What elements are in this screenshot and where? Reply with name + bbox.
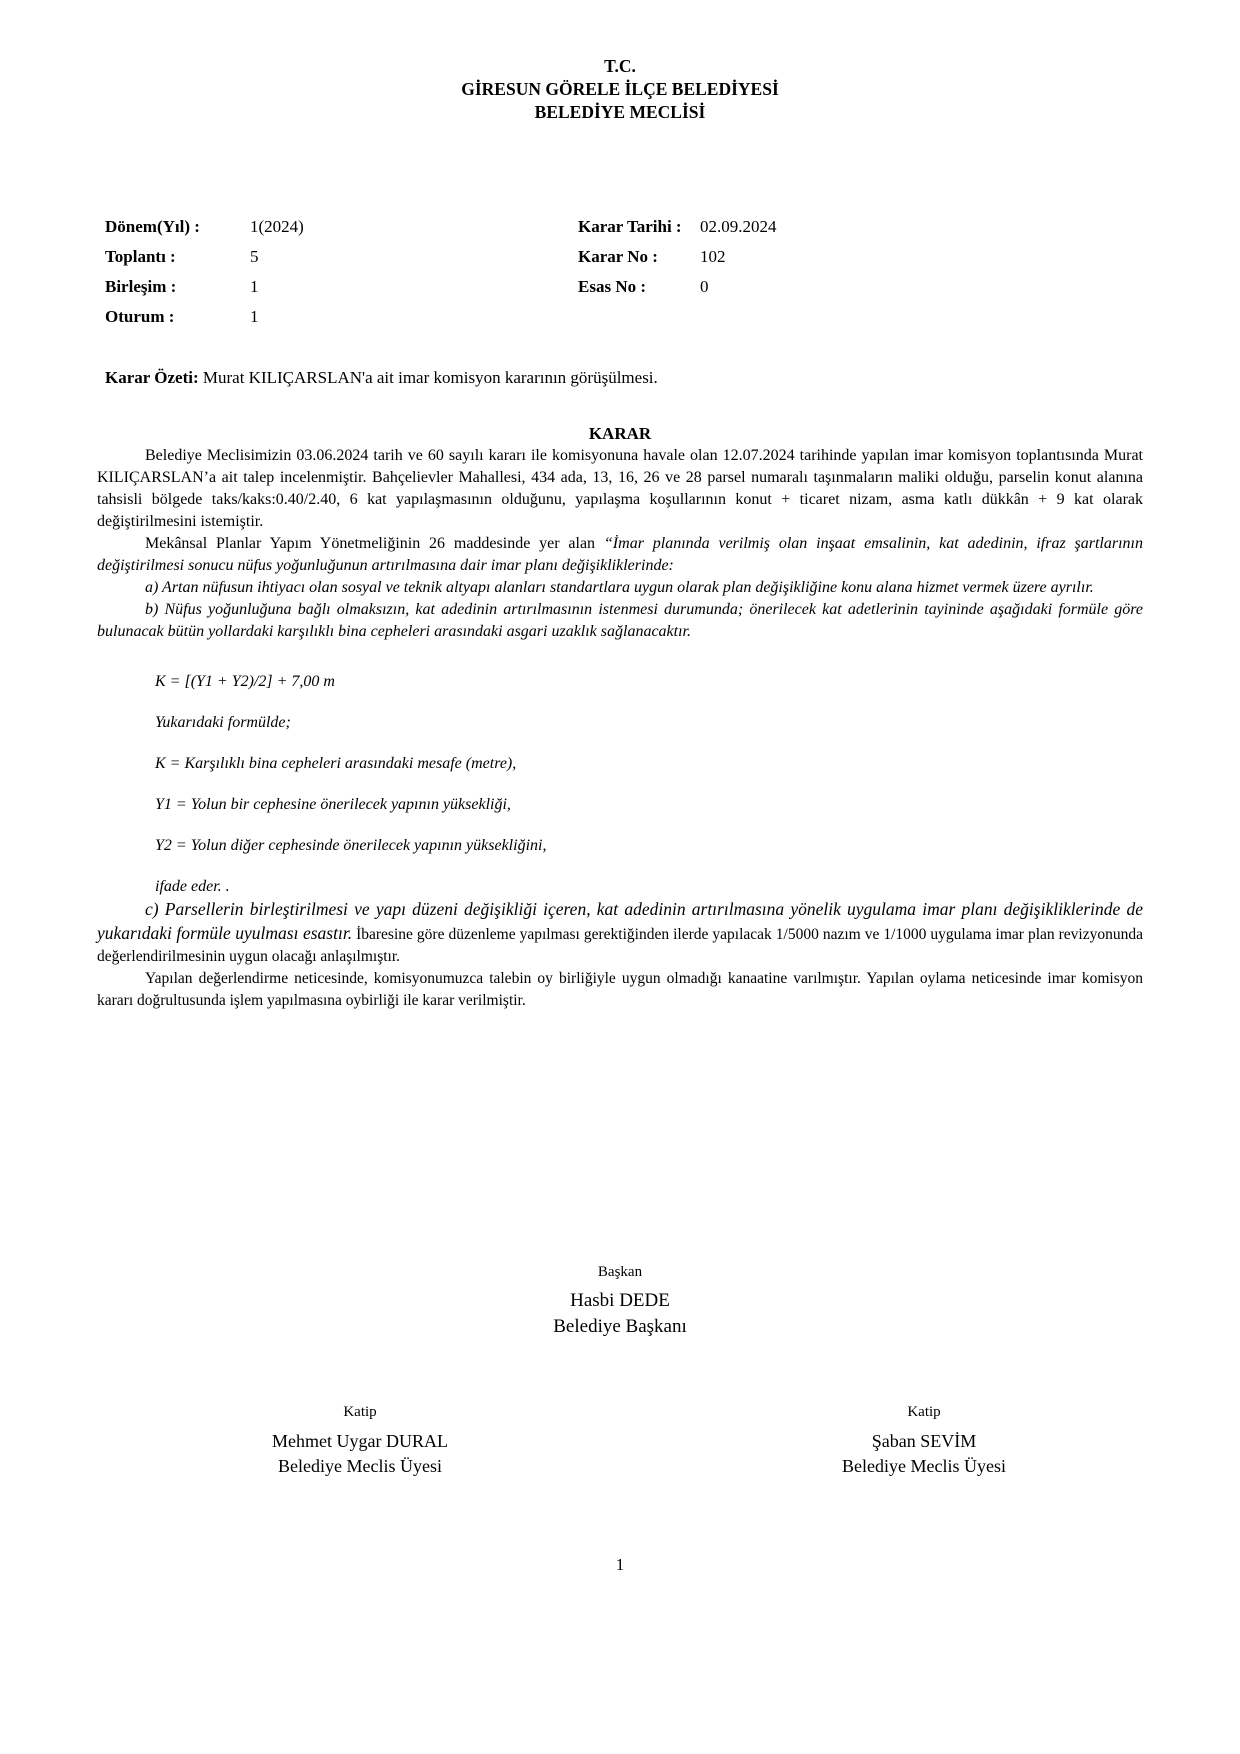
- paragraph-request: Belediye Meclisimizin 03.06.2024 tarih ve 60 sayılı kararı ile komisyonuna havale olan 12.07.2024 tarihinde yapılan imar komisyon toplantısında Murat KILIÇARSLAN’a ait talep incelenmiştir. Bahçelievler Mahallesi, 434 ada, 13, 16, 26 ve 28 parsel numaralı taşınmaların maliki olduğu, parselin konut alanına tahsisli bölgede taks/kaks:0.40/2.40, 6 kat yapılaşmasının olduğunu, yapılaşma koşullarının konut + ticaret nizam, asma katlı dükkân + 9 kat olarak değiştirilmesini istemiştir.: [97, 447, 1143, 530]
- formula-equation: K = [(Y1 + Y2)/2] + 7,00 m: [155, 673, 335, 690]
- meta-block: [97, 212, 1143, 332]
- paragraph-item-c: [97, 898, 1143, 968]
- meta-value-donem: 1(2024): [250, 217, 304, 236]
- item-c-quote: c) Parsellerin birleştirilmesi ve yapı düzeni değişikliği içeren, kat adedinin artırılmasına yönelik uygulama imar planı değişikliklerinde de yukarıdaki formüle uyulması esastır.: [97, 899, 1143, 943]
- meta-row-birlesim: [105, 272, 578, 302]
- meta-right-column: [578, 212, 777, 332]
- formula-intro: Yukarıdaki formülde;: [155, 714, 291, 731]
- clerk-right-title: Katip: [907, 1404, 941, 1420]
- formula-outro: ifade eder. .: [155, 878, 230, 895]
- formula-block: [155, 671, 1143, 898]
- clerk-left-name: Mehmet Uygar DURAL: [272, 1431, 448, 1451]
- meta-value-esas-no: 0: [700, 277, 709, 296]
- meta-value-oturum: 1: [250, 307, 259, 326]
- formula-def-y1: Y1 = Yolun bir cephesine önerilecek yapının yüksekliği,: [155, 796, 511, 813]
- paragraph-closing: Yapılan değerlendirme neticesinde, komisyonumuzca talebin oy birliğiyle uygun olmadığı kanaatine varılmıştır. Yapılan oylama neticesinde imar komisyon kararı doğrultusunda işlem yapılmasına oybirliği ile karar verilmiştir.: [97, 970, 1143, 1009]
- meta-label-karar-no: Karar No :: [578, 247, 658, 266]
- clerk-right-role: Belediye Meclis Üyesi: [842, 1456, 1006, 1476]
- meta-row-oturum: [105, 302, 578, 332]
- clerk-left-role: Belediye Meclis Üyesi: [278, 1456, 442, 1476]
- meta-row-toplanti: [105, 242, 578, 272]
- meta-label-oturum: Oturum :: [105, 307, 175, 326]
- formula-def-y2: Y2 = Yolun diğer cephesinde önerilecek yapının yüksekliğini,: [155, 837, 547, 854]
- header-state-abbrev: T.C.: [604, 56, 636, 76]
- paragraph-item-b: b) Nüfus yoğunluğuna bağlı olmaksızın, kat adedinin artırılmasının istenmesi durumunda; önerilecek kat adetlerinin tayininde aşağıdaki formüle göre bulunacak bütün yollardaki karşılıklı bina cepheleri arasındaki asgari uzaklık sağlanacaktır.: [97, 601, 1143, 640]
- decision-title: KARAR: [588, 424, 652, 443]
- meta-label-birlesim: Birleşim :: [105, 277, 177, 296]
- document-header: [97, 55, 1143, 124]
- clerk-right-name: Şaban SEVİM: [871, 1431, 977, 1451]
- header-municipality-name: GİRESUN GÖRELE İLÇE BELEDİYESİ: [461, 79, 779, 99]
- president-name: Hasbi DEDE: [570, 1290, 670, 1311]
- president-role: Belediye Başkanı: [553, 1316, 687, 1337]
- decision-summary-label: Karar Özeti:: [105, 368, 199, 387]
- meta-label-karar-tarihi: Karar Tarihi :: [578, 217, 682, 236]
- regulation-intro-quote: “İmar planında verilmiş olan inşaat emsalinin, kat adedinin, ifraz şartlarının değiştirilmesi sonucu nüfus yoğunluğunun artırılmasına dair imar planı değişikliklerinde:: [97, 535, 1143, 574]
- meta-value-karar-no: 102: [700, 247, 726, 266]
- meta-row-donem: [105, 212, 578, 242]
- president-title: Başkan: [597, 1264, 643, 1280]
- meta-row-karar-tarihi: [578, 212, 777, 242]
- decision-summary: [97, 368, 1143, 388]
- signature-clerk-left: [272, 1402, 448, 1479]
- decision-summary-text: Murat KILIÇARSLAN'a ait imar komisyon kararının görüşülmesi.: [202, 368, 658, 387]
- meta-label-esas-no: Esas No :: [578, 277, 647, 296]
- meta-value-birlesim: 1: [250, 277, 259, 296]
- paragraph-regulation-intro: [97, 533, 1143, 577]
- header-council-name: BELEDİYE MECLİSİ: [534, 102, 706, 122]
- item-c-conclusion: İbaresine göre düzenleme yapılması gerektiğinden ilerde yapılacak 1/5000 nazım ve 1/1000 uygulama imar plan revizyonunda değerlendirilmesinin uygun olacağı anlaşılmıştır.: [97, 926, 1143, 965]
- meta-value-toplanti: 5: [250, 247, 259, 266]
- formula-def-k: K = Karşılıklı bina cepheleri arasındaki mesafe (metre),: [155, 755, 517, 772]
- meta-row-esas-no: [578, 272, 777, 302]
- meta-label-toplanti: Toplantı :: [105, 247, 176, 266]
- signature-clerk-right: [842, 1402, 1006, 1479]
- meta-value-karar-tarihi: 02.09.2024: [700, 217, 777, 236]
- clerk-left-title: Katip: [343, 1404, 377, 1420]
- page-number: 1: [615, 1555, 625, 1574]
- meta-row-karar-no: [578, 242, 777, 272]
- meta-label-donem: Dönem(Yıl) :: [105, 217, 200, 236]
- regulation-intro-regular: Mekânsal Planlar Yapım Yönetmeliğinin 26 maddesinde yer alan: [145, 535, 604, 552]
- meta-left-column: [97, 212, 578, 332]
- signature-president: [97, 1262, 1143, 1340]
- paragraph-item-a: a) Artan nüfusun ihtiyacı olan sosyal ve teknik altyapı alanları standartlara uygun olarak plan değişikliğine konu alana hizmet vermek üzere ayrılır.: [145, 579, 1094, 596]
